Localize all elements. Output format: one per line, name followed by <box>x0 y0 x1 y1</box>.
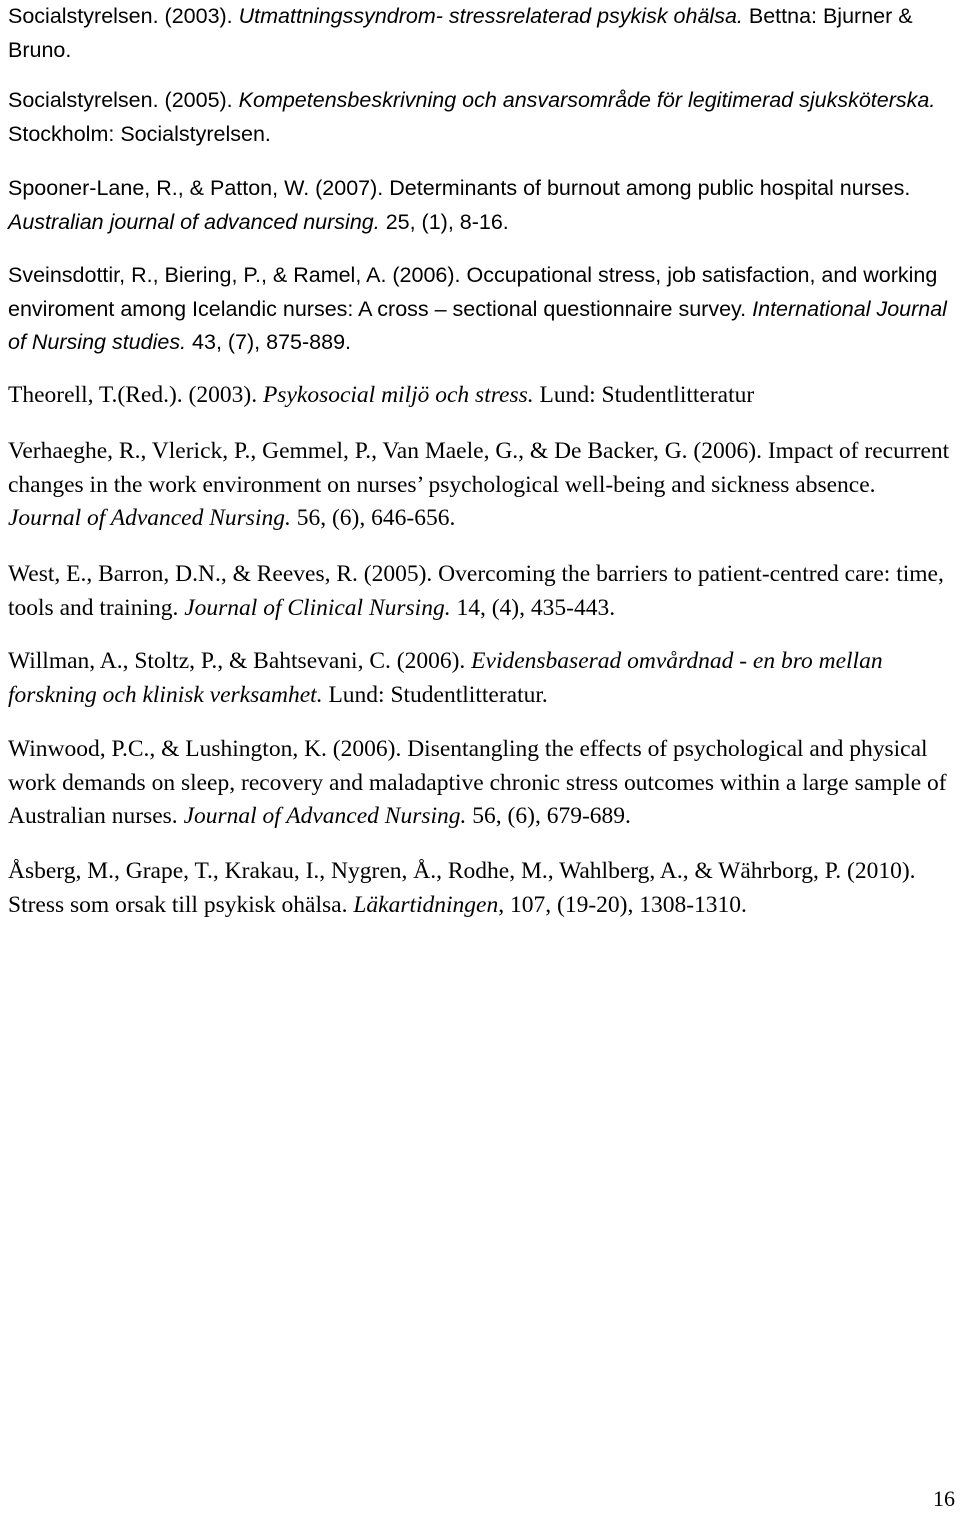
reference-entry <box>8 558 953 625</box>
reference-source-title: Journal of Advanced Nursing. <box>183 803 467 829</box>
reference-source-title: Psykosocial miljö och stress. <box>262 382 534 408</box>
reference-source-title: Journal of Clinical Nursing. <box>184 594 451 621</box>
reference-entry <box>8 435 953 536</box>
reference-text: Winwood, P.C., & Lushington, K. (2006). Disentangling the effects of psychological and physical work demands on sleep, recovery and maladaptive chronic stress outcomes within a large sample of Australian nurses. <box>8 736 947 829</box>
reference-text: 56, (6), 646-656. <box>290 505 456 531</box>
reference-text: Lund: Studentlitteratur. <box>322 681 548 708</box>
reference-text: Willman, A., Stoltz, P., & Bahtsevani, C. (2006). <box>8 648 472 674</box>
reference-source-title: Läkartidningen <box>353 891 499 918</box>
reference-text: Åsberg, M., Grape, T., Krakau, I., Nygren, Å., Rodhe, M., Wahlberg, A., & Währborg, P. (2010). Stress som orsak till psykisk ohälsa. <box>8 858 916 918</box>
reference-entry <box>8 733 953 834</box>
reference-text: West, E., Barron, D.N., & Reeves, R. (2005). Overcoming the barriers to patient-centred care: time, tools and training. <box>8 561 944 621</box>
reference-text: Lund: Studentlitteratur <box>533 382 755 408</box>
reference-text: Bettna: Bjurner & Bruno. <box>8 4 913 62</box>
reference-text: , 107, (19-20), 1308-1310. <box>498 891 747 918</box>
reference-entry <box>8 0 953 67</box>
reference-text: Socialstyrelsen. (2003). <box>8 4 239 28</box>
reference-text: Stockholm: Socialstyrelsen. <box>8 121 271 146</box>
reference-text: 43, (7), 875-889. <box>186 330 351 354</box>
reference-entry <box>8 379 953 413</box>
reference-source-title: Evidensbaserad omvårdnad - en bro mellan forskning och klinisk verksamhet. <box>8 648 883 708</box>
reference-text: Theorell, T.(Red.). (2003). <box>8 382 263 408</box>
reference-source-title: Australian journal of advanced nursing. <box>8 209 380 234</box>
reference-source-title: Utmattningssyndrom- stressrelaterad psykisk ohälsa. <box>238 4 743 28</box>
reference-entry <box>8 855 953 922</box>
reference-source-title: Journal of Advanced Nursing. <box>8 505 291 531</box>
reference-text: Verhaeghe, R., Vlerick, P., Gemmel, P., Van Maele, G., & De Backer, G. (2006). Impact of recurrent changes in the work environment on nurses’ psychological well-being and sickness absence. <box>8 438 950 498</box>
reference-text: Socialstyrelsen. (2005). <box>8 88 239 112</box>
reference-text: 14, (4), 435-443. <box>450 594 616 621</box>
reference-text: 25, (1), 8-16. <box>379 209 509 234</box>
reference-text: Spooner-Lane, R., & Patton, W. (2007). Determinants of burnout among public hospital nurses. <box>8 176 911 200</box>
reference-entry <box>8 84 953 151</box>
reference-entry <box>8 645 953 712</box>
page-number: 16 <box>933 1486 955 1511</box>
reference-entry <box>8 259 953 360</box>
reference-source-title: Kompetensbeskrivning och ansvarsområde för legitimerad sjuksköterska. <box>238 88 936 112</box>
reference-text: 56, (6), 679-689. <box>466 803 631 829</box>
reference-entry <box>8 172 953 239</box>
reference-text: Sveinsdottir, R., Biering, P., & Ramel, A. (2006). Occupational stress, job satisfaction, and working enviroment among Icelandic nurses: A cross – sectional questionnaire survey. <box>8 263 938 321</box>
reference-source-title: International Journal of Nursing studies. <box>8 296 947 354</box>
